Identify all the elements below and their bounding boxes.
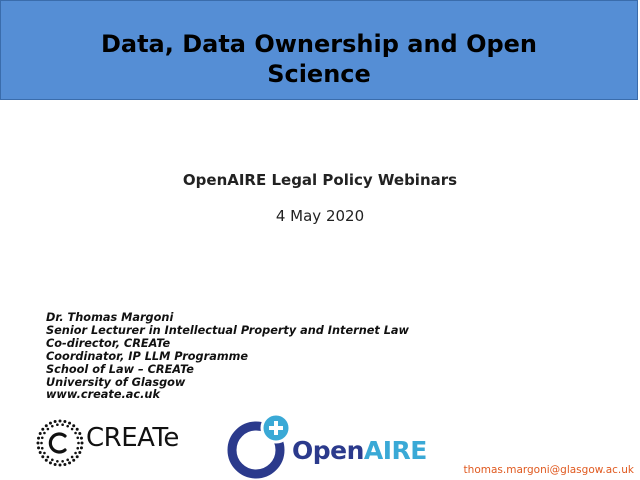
create-dot <box>54 420 57 423</box>
create-dot <box>59 464 62 467</box>
create-dot <box>81 442 84 445</box>
create-dot <box>74 432 77 435</box>
create-dot <box>76 436 79 439</box>
footer-email[interactable]: thomas.margoni@glasgow.ac.uk <box>463 464 634 476</box>
create-dot <box>37 437 40 440</box>
create-dot <box>41 436 44 439</box>
create-dot <box>49 422 52 425</box>
create-dot <box>77 442 80 445</box>
create-dot <box>78 451 81 454</box>
create-dot <box>80 446 83 449</box>
create-dot <box>71 456 74 459</box>
create-dot <box>78 432 81 435</box>
create-dot <box>74 452 77 455</box>
create-dot <box>76 447 79 450</box>
create-dot <box>72 424 75 427</box>
create-copyright-icon <box>36 418 84 468</box>
author-line: Coordinator, IP LLM Programme <box>46 349 249 363</box>
create-dot <box>39 432 42 435</box>
slide-subtitle: OpenAIRE Legal Policy Webinars <box>182 171 458 189</box>
author-line: School of Law – CREATe <box>46 362 194 376</box>
create-logo <box>36 418 196 468</box>
create-dot <box>43 432 46 435</box>
create-dot <box>51 425 54 428</box>
openaire-text-open: Open <box>292 436 364 465</box>
create-dot <box>54 463 57 466</box>
author-line: University of Glasgow <box>46 375 186 389</box>
openaire-logo-text <box>292 436 427 465</box>
create-dot <box>76 455 79 458</box>
author-line: Senior Lecturer in Intellectual Property and Internet Law <box>46 323 409 337</box>
create-dot <box>76 428 79 431</box>
create-dot <box>59 420 62 423</box>
create-dot <box>71 428 74 431</box>
slide-date: 4 May 2020 <box>275 207 365 225</box>
create-dot <box>37 442 40 445</box>
create-dot <box>61 460 64 463</box>
create-dot <box>45 424 48 427</box>
create-dot <box>63 420 66 423</box>
create-dot <box>39 451 42 454</box>
create-dot <box>66 425 69 428</box>
create-dot <box>41 455 44 458</box>
create-dot <box>56 423 59 426</box>
create-dot <box>51 459 54 462</box>
create-dot <box>47 428 50 431</box>
create-dot <box>61 423 64 426</box>
create-dot <box>41 428 44 431</box>
slide-title: Data, Data Ownership and Open Science <box>100 30 538 88</box>
create-dot <box>40 442 43 445</box>
create-dot <box>68 461 71 464</box>
author-line: www.create.ac.uk <box>46 388 160 402</box>
create-dot <box>41 447 44 450</box>
create-dot <box>56 460 59 463</box>
openaire-logo <box>226 410 426 480</box>
author-line: Co-director, CREATe <box>46 336 171 350</box>
create-dot <box>72 459 75 462</box>
create-dot <box>47 456 50 459</box>
create-dot <box>68 422 71 425</box>
create-logo-text: CREATe <box>86 423 179 453</box>
author-block <box>46 312 409 402</box>
author-line: Dr. Thomas Margoni <box>46 311 174 324</box>
create-dot <box>43 452 46 455</box>
title-bar <box>0 0 638 100</box>
create-dot <box>66 459 69 462</box>
create-dot <box>37 446 40 449</box>
create-dot <box>80 437 83 440</box>
create-dot <box>45 459 48 462</box>
create-dot <box>63 463 66 466</box>
create-dot <box>49 461 52 464</box>
openaire-text-aire: AIRE <box>363 436 427 465</box>
openaire-plus-icon <box>226 410 296 480</box>
